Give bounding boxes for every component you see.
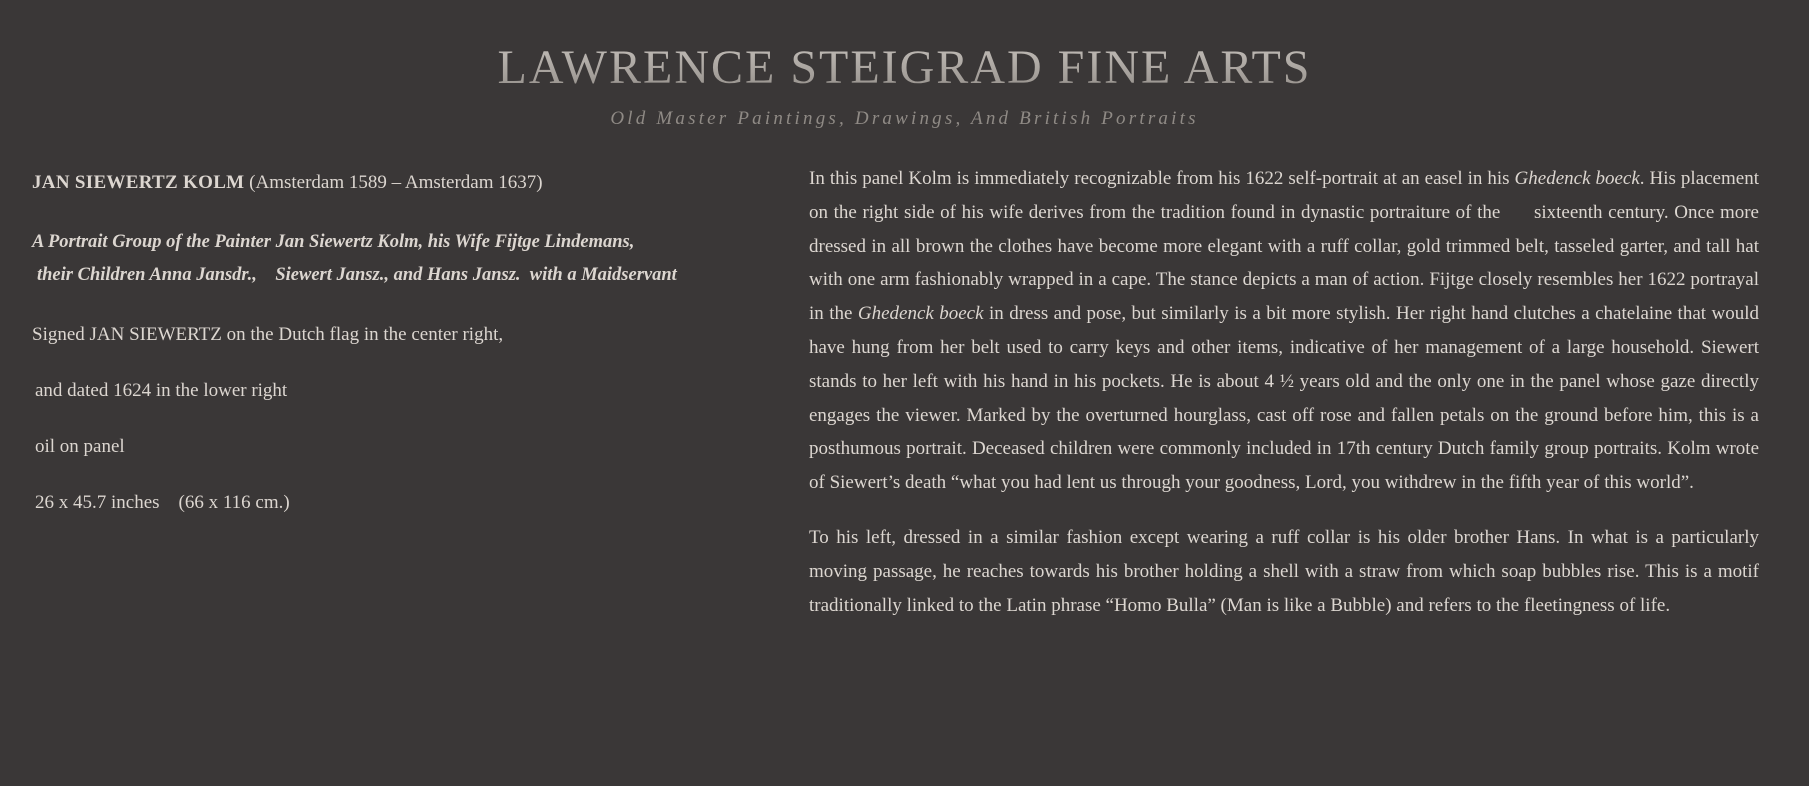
p1-text-d: in dress and pose, but similarly is a bit more stylish. Her right hand clutches a chatelaine that would have hung from her belt used to carry keys and other items, indicative of her management of a large household. Siewert stands to her left with his hand in his pockets. He is about 4 ½ years old and the only one in the panel whose gaze directly engages the viewer. Marked by the overturned hourglass, cast off rose and fallen petals on the ground before him, this is a posthumous portrait. Deceased children were commonly included in 17th century Dutch family group portraits. Kolm wrote of Siewert’s death “what you had lent us through your goodness, Lord, you withdrew in the fifth year of this world”. [809,303,1759,494]
artwork-title [32,226,792,292]
dated-note: and dated 1624 in the lower right [35,380,288,401]
gallery-subtitle: Old Master Paintings, Drawings, And British Portraits [610,108,1199,129]
artwork-description [809,162,1759,622]
p1-book-title-2: Ghedenck boeck [857,303,984,325]
p1-text-b: . His placement on the right side of his wife derives from the tradition found in dynastic portraiture of the [809,168,1759,223]
artist-line [32,170,792,196]
gallery-title[interactable]: LAWRENCE STEIGRAD FINE ARTS [0,36,1809,100]
p1-text-a: In this panel Kolm is immediately recognizable from his 1622 self-portrait at an easel in his [809,168,1515,189]
artwork-title-line-2: their Children Anna Jansdr., Siewert Jansz., and Hans Jansz. with a Maidservant [37,265,677,285]
description-paragraph-1 [809,162,1759,500]
site-header [0,36,1809,130]
p1-text-c: sixteenth century. Once more dressed in all brown the clothes have become more elegant with a ruff collar, gold trimmed belt, tasseled garter, and tall hat with one arm fashionably wrapped in a cape. The stance depicts a man of action. Fijtge closely resembles her 1622 portrayal in the [809,201,1759,325]
signed-note: Signed JAN SIEWERTZ on the Dutch flag in the center right, [32,324,504,345]
artist-name: JAN SIEWERTZ KOLM [32,172,245,193]
description-paragraph-2: To his left, dressed in a similar fashion except wearing a ruff collar is his older brother Hans. In what is a particularly moving passage, he reaches towards his brother holding a shell with a straw from which soap bubbles rise. This is a motif traditionally linked to the Latin phrase “Homo Bulla” (Man is like a Bubble) and refers to the fleetingness of life. [809,526,1759,616]
artist-dates: (Amsterdam 1589 – Amsterdam 1637) [244,172,543,193]
p1-book-title-1: Ghedenck boeck [1514,168,1640,189]
artwork-title-line-1: A Portrait Group of the Painter Jan Siewertz Kolm, his Wife Fijtge Lindemans, [32,232,635,252]
medium: oil on panel [35,436,125,457]
dimensions: 26 x 45.7 inches (66 x 116 cm.) [35,492,290,513]
artwork-details [32,170,792,516]
